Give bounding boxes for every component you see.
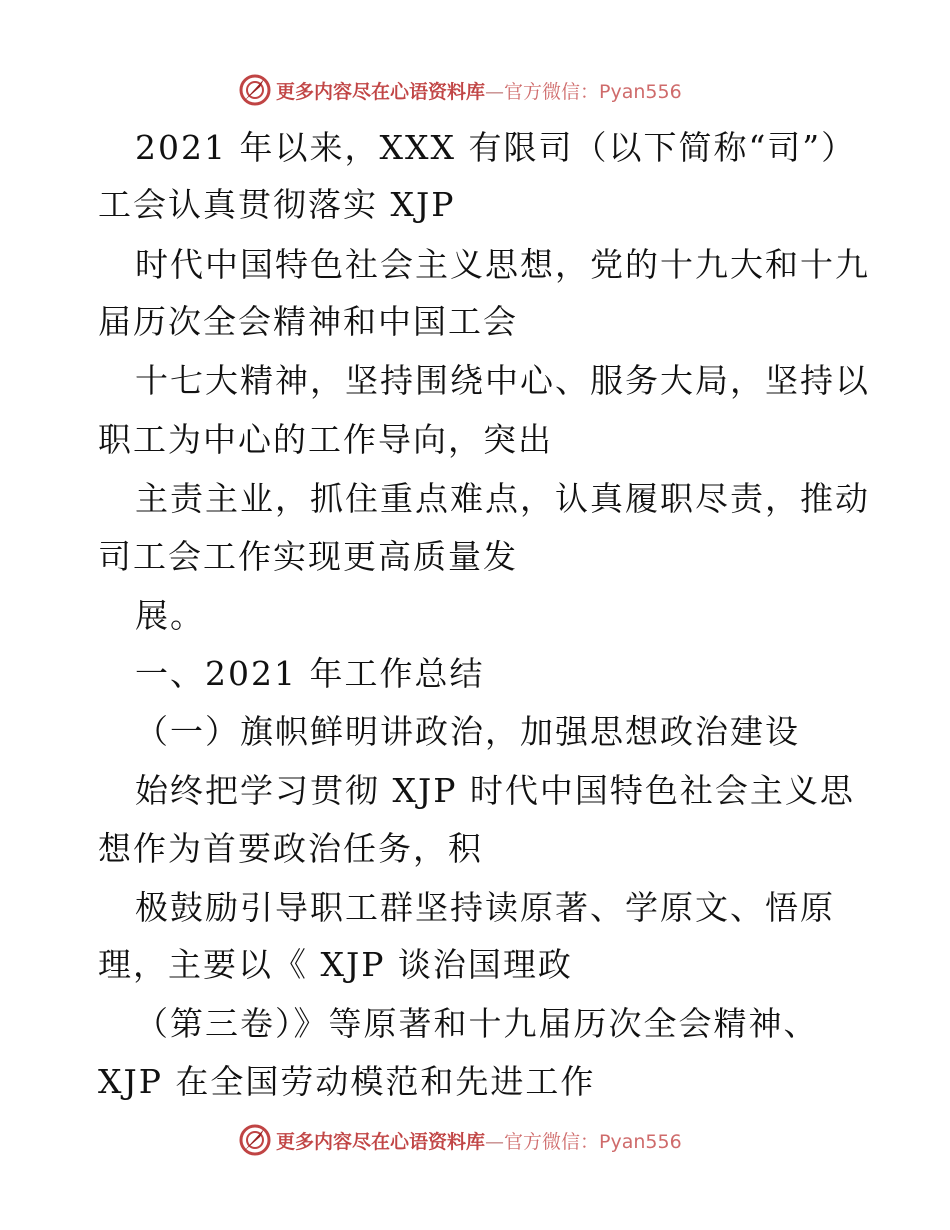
header-watermark [238,72,758,108]
body-line: 届历次全会精神和中国工会 [98,302,518,341]
watermark-brand: 更多内容尽在心语资料库 [276,80,486,103]
body-line: 极鼓励引导职工群坚持读原著、学原文、悟原 [135,888,835,927]
body-line: XJP 在全国劳动模范和先进工作 [98,1062,596,1101]
body-line: 理，主要以《 XJP 谈治国理政 [98,945,573,984]
watermark-text [276,77,682,104]
watermark-wechat: 官方微信：Pyan556 [504,80,682,103]
subsection-heading: （一）旗帜鲜明讲政治，加强思想政治建设 [135,712,800,751]
watermark-dash: — [485,80,505,103]
quill-logo-icon [238,1123,272,1157]
body-line: 十七大精神，坚持围绕中心、服务大局，坚持以 [135,361,870,400]
section-heading: 一、2021 年工作总结 [135,654,485,693]
body-line: 想作为首要政治任务，积 [98,829,483,868]
body-line: 2021 年以来，XXX 有限司（以下简称“司”） [135,128,857,167]
watermark-wechat: 官方微信：Pyan556 [504,1130,682,1153]
footer-watermark [238,1122,758,1158]
watermark-brand: 更多内容尽在心语资料库 [276,1130,486,1153]
body-line: 司工会工作实现更高质量发 [98,537,518,576]
body-line: 始终把学习贯彻 XJP 时代中国特色社会主义思 [135,771,855,810]
body-line: 职工为中心的工作导向，突出 [98,420,553,459]
body-line: 工会认真贯彻落实 XJP [98,185,456,224]
watermark-text [276,1127,682,1154]
body-line: 展。 [135,596,205,635]
body-line: 时代中国特色社会主义思想，党的十九大和十九 [135,245,870,284]
watermark-dash: — [485,1130,505,1153]
quill-logo-icon [238,73,272,107]
body-line: （第三卷）》等原著和十九届历次全会精神、 [135,1004,819,1043]
body-line: 主责主业，抓住重点难点，认真履职尽责，推动 [135,479,870,518]
